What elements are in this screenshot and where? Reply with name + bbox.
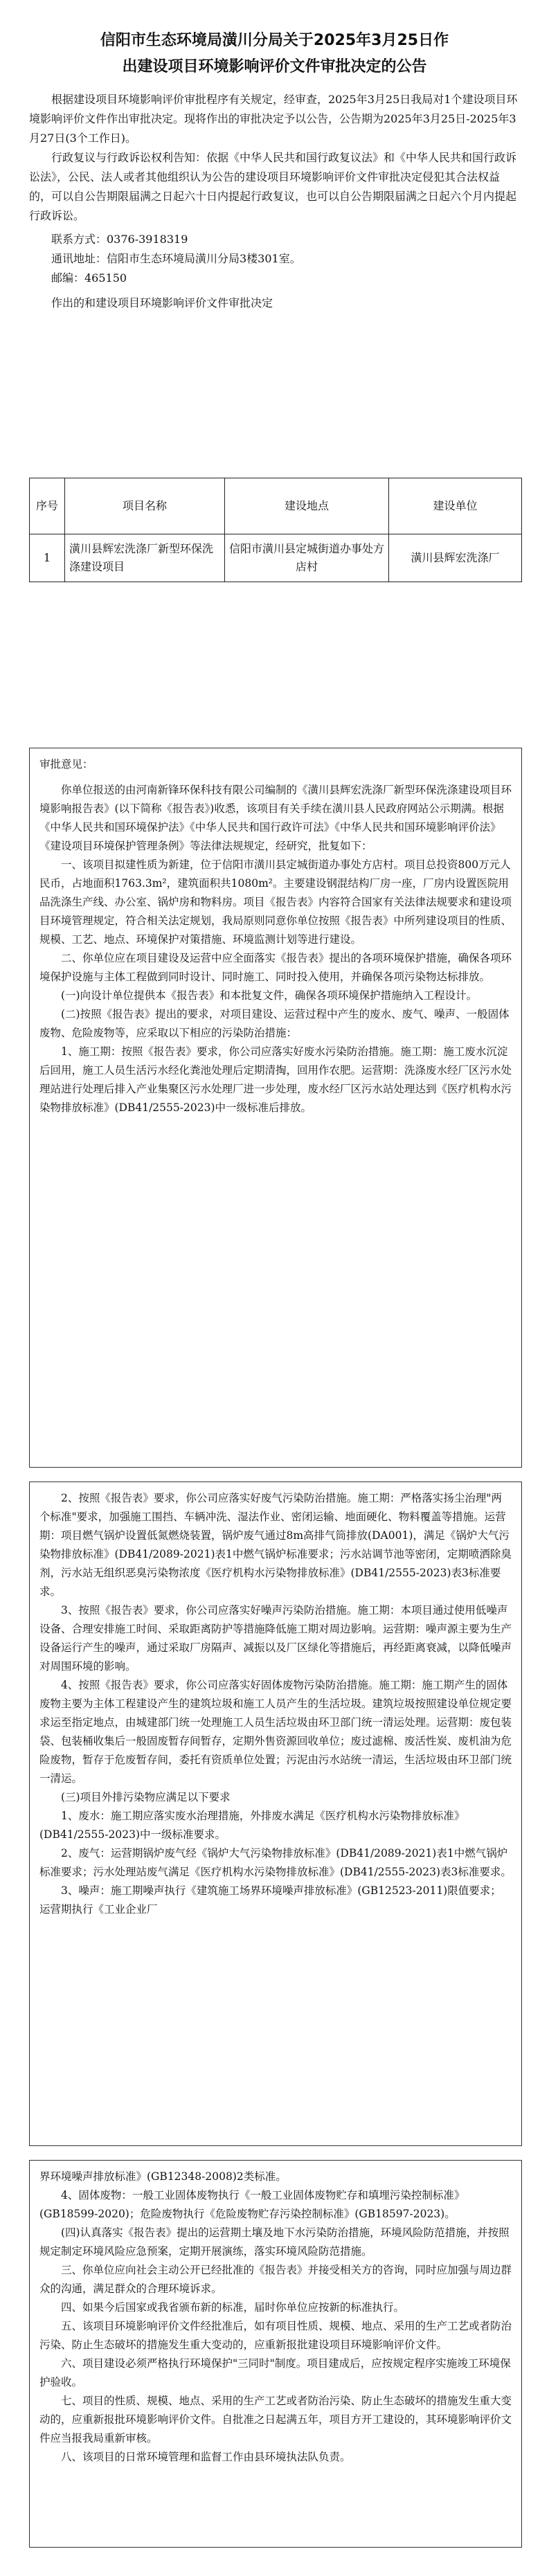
- table-caption: 作出的和建设项目环境影响评价文件审批决定: [51, 296, 273, 309]
- col-header-project-name: 项目名称: [65, 478, 225, 534]
- cell-index: 1: [30, 534, 65, 582]
- col-header-builder: 建设单位: [389, 478, 522, 534]
- announcement-body: [29, 90, 520, 313]
- cell-location: 信阳市潢川县定城街道办事处方店村: [225, 534, 389, 582]
- review-paragraph: 2、按照《报告表》要求，你公司应落实好废气污染防治措施。施工期：严格落实扬尘治理"两个标准"要求，加强施工围挡、车辆冲洗、湿法作业、密闭运输、地面硬化、物料覆盖等措施。运营期：项目燃气锅炉设置低氮燃烧装置，锅炉废气通过8m高排气筒排放(DA001)，满足《锅炉大气污染物排放标准》(DB41/2089-2021)表1中燃气锅炉标准要求；污水站调节池等密闭，定期喷洒除臭剂，污水站无组织恶臭污染物浓度《医疗机构水污染物排放标准》(DB41/2555-2023)表3标准要求。: [39, 1492, 512, 1598]
- review-paragraph: (二)按照《报告表》提出的要求，对项目建设、运营过程中产生的废水、废气、噪声、一般固体废物、危险废物等，应采取以下相应的污染防治措施：: [39, 1008, 510, 1039]
- document-title: [28, 28, 521, 80]
- review-paragraph: 界环境噪声排放标准》(GB12348-2008)2类标准。: [39, 2170, 287, 2183]
- review-paragraph: 4、固体废物：一般工业固体废物执行《一般工业固体废物贮存和填埋污染控制标准》(GB18599-2020)；危险废物执行《危险废物贮存污染控制标准》(GB18597-2023)。: [39, 2189, 465, 2220]
- project-table: [29, 478, 522, 582]
- review-paragraph: (四)认真落实《报告表》提出的运营期土壤及地下水污染防治措施，环境风险防范措施，并按照规定制定环境风险应急预案，定期开展演练，落实环境风险防范措施。: [39, 2226, 510, 2258]
- review-paragraph: 七、项目的性质、规模、地点、采用的生产工艺或者防治污染、防止生态破坏的措施发生重大变动的，应重新报批环境影响评价文件。自批准之日起满五年，项目方开工建设的，其环境影响评价文件应当报我局重新审核。: [39, 2395, 512, 2444]
- cell-builder: 潢川县辉宏洗涤厂: [389, 534, 522, 582]
- appeal-rights-paragraph: 行政复议与行政诉讼权利告知：依据《中华人民共和国行政复议法》和《中华人民共和国行政诉讼法》，公民、法人或者其他组织认为公告的建设项目环境影响评价文件审批决定侵犯其合法权益的，可以自公告期限届满之日起六十日内提起行政复议，也可以自公告期限届满之日起六个月内提起行政诉讼。: [29, 151, 517, 222]
- review-paragraph: 二、你单位应在项目建设及运营中应全面落实《报告表》提出的各项环境保护措施，确保各项环境保护设施与主体工程做到同时设计、同时施工、同时投入使用，并确保各项污染物达标排放。: [39, 952, 512, 983]
- contact-address: 通讯地址：信阳市生态环境局潢川分局3楼301室。: [51, 252, 301, 265]
- review-paragraph: 四、如果今后国家或我省颁布新的标准，届时你单位应按新的标准执行。: [61, 2301, 405, 2314]
- contact-postcode: 邮编：465150: [51, 271, 127, 285]
- title-line-2: 出建设项目环境影响评价文件审批决定的公告: [122, 58, 427, 75]
- review-paragraph: 3、噪声：施工期噪声执行《建筑施工场界环境噪声排放标准》(GB12523-2011)限值要求；运营期执行《工业企业厂: [39, 1884, 501, 1916]
- review-paragraph: (一)向设计单位提供本《报告表》和本批复文件，确保各项环境保护措施纳入工程设计。: [61, 989, 478, 1002]
- review-opinion-box-2: [29, 1481, 522, 2146]
- review-paragraph: 4、按照《报告表》要求，你公司应落实好固体废物污染防治措施。施工期：施工期产生的固体废物主要为主体工程建设产生的建筑垃圾和施工人员产生的生活垃圾。建筑垃圾按照建设单位规定要求运至指定地点，由城建部门统一处理施工人员生活垃圾由环卫部门统一清运处理。运营期：废包装袋、包装桶收集后一般固废暂存间暂存，定期外售资源回收单位；废过滤棉、废活性炭、废机油为危险废物，暂存于危废暂存间，委托有资质单位处置；污泥由污水站统一清运，生活垃圾由环卫部门统一清运。: [39, 1679, 512, 1785]
- contact-phone: 联系方式：0376-3918319: [51, 233, 188, 246]
- table-header-row: [30, 478, 522, 534]
- table-row: [30, 534, 522, 582]
- review-paragraph: 1、施工期：按照《报告表》要求，你公司应落实好废水污染防治措施。施工期：施工废水沉淀后回用，施工人员生活污水经化粪池处理后定期清掏，回用作农肥。运营期：洗涤废水经厂区污水处理站进行处理后排入产业集聚区污水处理厂进一步处理，废水经厂区污水站处理达到《医疗机构水污染物排放标准》(DB41/2555-2023)中一级标准后排放。: [39, 1045, 512, 1114]
- review-paragraph: 一、该项目拟建性质为新建，位于信阳市潢川县定城街道办事处方店村。项目总投资800万元人民币，占地面积1763.3m²，建筑面积共1080m²。主要建设钢混结构厂房一座，厂房内设置医院用品洗涤生产线、办公室、锅炉房和物料房。项目《报告表》内容符合国家有关法律法规要求和建设项目环境管理规定，符合相关法定规划，我局原则同意你单位按照《报告表》中所列建设项目的性质、规模、工艺、地点、环境保护对策措施、环境监测计划等进行建设。: [39, 858, 512, 946]
- review-paragraph: 六、项目建设必须严格执行环境保护"三同时"制度。项目建成后，应按规定程序实施竣工环境保护验收。: [39, 2357, 511, 2388]
- col-header-index: 序号: [30, 478, 65, 534]
- review-paragraph: 八、该项目的日常环境管理和监督工作由县环境执法队负责。: [61, 2451, 351, 2463]
- review-paragraph: 3、按照《报告表》要求，你公司应落实好噪声污染防治措施。施工期：本项目通过使用低噪声设备、合理安排施工时间、采取距离防护等措施降低施工期对周边影响。运营期：噪声源主要为生产设备运行产生的噪声，通过采取厂房隔声、减振以及厂区绿化等措施后，再经距离衰减，以降低噪声对周围环境的影响。: [39, 1604, 512, 1673]
- review-paragraph: 1、废水：施工期应落实废水治理措施，外排废水满足《医疗机构水污染物排放标准》(DB41/2555-2023)中一级标准要求。: [39, 1810, 465, 1841]
- title-line-1: 信阳市生态环境局潢川分局关于2025年3月25日作: [100, 32, 449, 49]
- review-paragraph: 三、你单位应向社会主动公开已经批准的《报告表》并接受相关方的咨询，同时应加强与周边群众的沟通，满足群众的合理环境诉求。: [39, 2264, 512, 2295]
- col-header-location: 建设地点: [225, 478, 389, 534]
- review-paragraph: 五、该项目环境影响评价文件经批准后，如有项目性质、规模、地点、采用的生产工艺或者防治污染、防止生态破坏的措施发生重大变动的，应重新报批建设项目环境影响评价文件。: [39, 2320, 512, 2351]
- intro-paragraph: 根据建设项目环境影响评价审批程序有关规定，经审查，2025年3月25日我局对1个建设项目环境影响评价文件作出审批决定。现将作出的审批决定予以公告，公告期为2025年3月25日-2025年3月27日(3个工作日)。: [29, 93, 518, 145]
- review-paragraph: 你单位报送的由河南新锋环保科技有限公司编制的《潢川县辉宏洗涤厂新型环保洗涤建设项目环境影响报告表》(以下简称《报告表》)收悉，该项目有关手续在潢川县人民政府网站公示期满。根据《中华人民共和国环境保护法》《中华人民共和国行政许可法》《中华人民共和国环境影响评价法》《建设项目环境保护管理条例》等法律法规规定，经研究，批复如下：: [39, 784, 512, 852]
- review-paragraph: 2、废气：运营期锅炉废气经《锅炉大气污染物排放标准》(DB41/2089-2021)表1中燃气锅炉标准要求；污水处理站废气满足《医疗机构水污染物排放标准》(DB41/2555-2023)表3标准要求。: [39, 1847, 512, 1878]
- review-opinion-box-3: [29, 2160, 522, 2548]
- review-opinion-box-1: [29, 748, 522, 1468]
- cell-project-name: 潢川县辉宏洗涤厂新型环保洗涤建设项目: [65, 534, 225, 582]
- review-paragraph: (三)项目外排污染物应满足以下要求: [61, 1791, 231, 1803]
- review-heading: 审批意见：: [39, 758, 93, 771]
